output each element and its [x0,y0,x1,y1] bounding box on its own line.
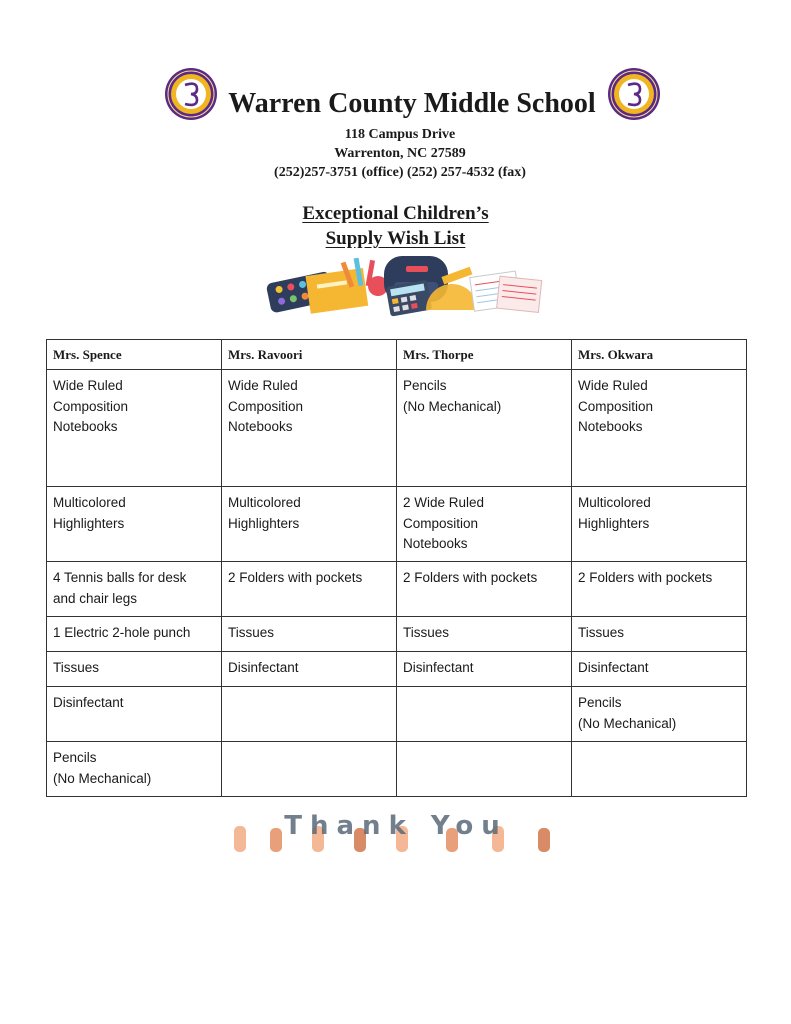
table-cell: 2 Folders with pockets [572,562,747,617]
table-cell: Pencils (No Mechanical) [47,742,222,797]
table-cell: Pencils (No Mechanical) [572,687,747,742]
table-cell: Wide Ruled Composition Notebooks [572,370,747,487]
school-supplies-illustration [266,252,544,318]
teacher-header: Mrs. Ravoori [222,340,397,370]
teacher-header: Mrs. Spence [47,340,222,370]
table-row [47,652,747,687]
address-line-2: Warrenton, NC 27589 [334,146,466,161]
table-cell: Wide Ruled Composition Notebooks [222,370,397,487]
table-cell [397,742,572,797]
table-cell: Tissues [572,617,747,652]
table-cell: Tissues [222,617,397,652]
title-line-1: Exceptional Children’s [302,203,489,224]
table-cell [572,742,747,797]
table-cell: Multicolored Highlighters [47,487,222,562]
table-cell [397,687,572,742]
table-cell: 2 Wide Ruled Composition Notebooks [397,487,572,562]
table-cell: 2 Folders with pockets [397,562,572,617]
table-cell: Multicolored Highlighters [572,487,747,562]
title-line-2: Supply Wish List [325,228,466,249]
table-cell: 4 Tennis balls for desk and chair legs [47,562,222,617]
table-cell: Pencils (No Mechanical) [397,370,572,487]
thank-you-banner [220,812,572,856]
table-cell: Tissues [47,652,222,687]
teacher-header: Mrs. Okwara [572,340,747,370]
table-header-row [47,340,747,370]
table-cell: Disinfectant [47,687,222,742]
table-cell: 2 Folders with pockets [222,562,397,617]
thank-you-text: Thank You [284,812,508,841]
table-cell: Wide Ruled Composition Notebooks [47,370,222,487]
teacher-header: Mrs. Thorpe [397,340,572,370]
phone-fax-line: (252)257-3751 (office) (252) 257-4532 (fax) [274,165,526,180]
table-cell: Disinfectant [572,652,747,687]
school-name: Warren County Middle School [228,88,596,119]
table-cell [222,687,397,742]
table-row [47,562,747,617]
table-cell: Multicolored Highlighters [222,487,397,562]
table-row [47,370,747,487]
table-cell: 1 Electric 2-hole punch [47,617,222,652]
table-cell: Disinfectant [222,652,397,687]
table-row [47,687,747,742]
address-line-1: 118 Campus Drive [344,127,456,142]
table-row [47,617,747,652]
table-cell: Disinfectant [397,652,572,687]
supply-wish-table [46,339,747,797]
table-cell: Tissues [397,617,572,652]
table-row [47,487,747,562]
table-row [47,742,747,797]
table-cell [222,742,397,797]
